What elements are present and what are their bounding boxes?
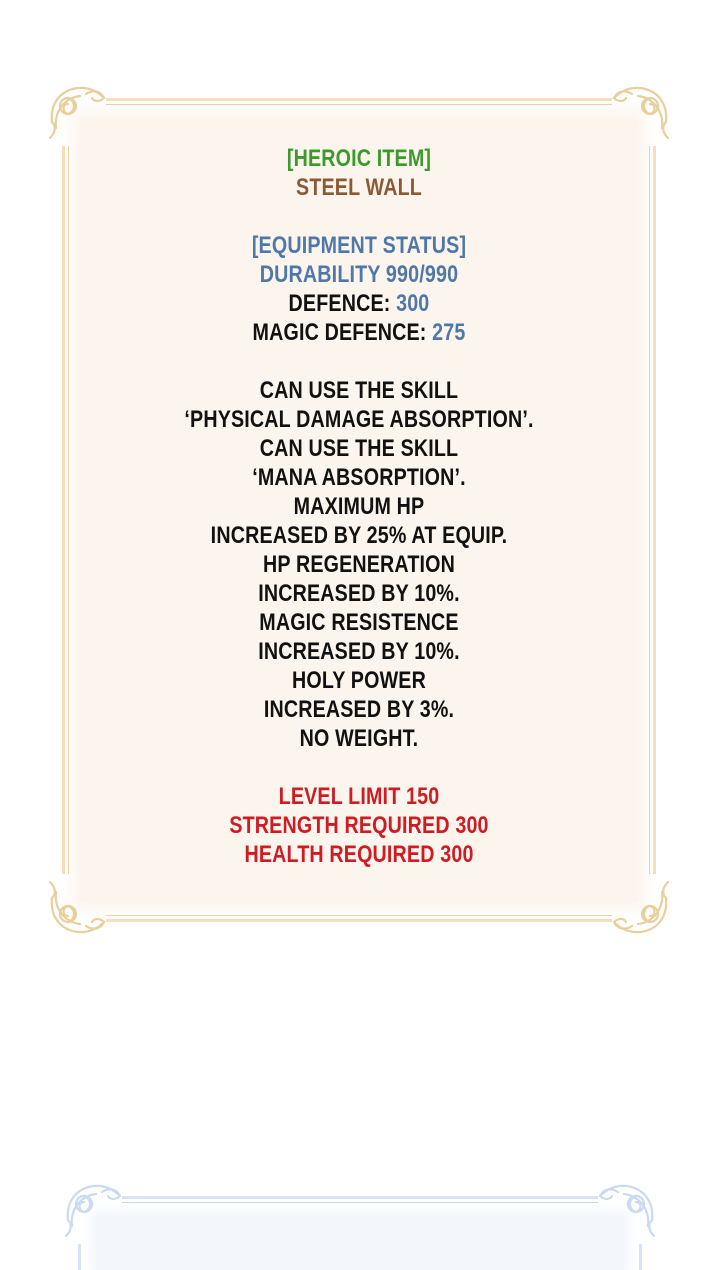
effect-line: INCREASED BY 10%. [258,638,460,665]
effect-line: CAN USE THE SKILL [259,435,459,462]
defence-stat [102,289,615,318]
equipment-status-header: [EQUIPMENT STATUS] [251,232,467,259]
next-info-panel [62,1180,658,1270]
effect-line: HP REGENERATION [262,551,455,578]
item-rarity: [HEROIC ITEM] [286,145,432,172]
ornate-scroll-icon [610,82,672,144]
effect-line: ‘MANA ABSORPTION’. [252,464,466,491]
frame-left-inner-rail [68,146,69,874]
frame-top-inner-rail [106,104,612,105]
effect-line: NO WEIGHT. [299,725,419,752]
frame-right-rail [639,1244,642,1270]
defence-value: 300 [396,290,430,317]
item-description [102,144,615,869]
ornate-scroll-icon [46,82,108,144]
frame-bottom-rail [106,919,612,922]
frame-top-inner-rail [122,1202,598,1203]
ornate-scroll-icon [46,876,108,938]
frame-left-rail [78,1244,81,1270]
frame-right-inner-rail [649,146,650,874]
durability-stat: DURABILITY 990/990 [259,261,459,288]
magic-defence-stat [102,318,615,347]
magic-defence-value: 275 [432,319,466,346]
effect-line: MAGIC RESISTENCE [259,609,459,636]
ornate-scroll-icon [610,876,672,938]
defence-label: DEFENCE: [288,290,397,317]
item-info-panel [46,82,672,938]
item-name: STEEL WALL [296,174,422,201]
frame-top-rail [106,98,612,101]
effect-line: INCREASED BY 10%. [258,580,460,607]
frame-left-rail [62,146,65,874]
requirement-health: HEALTH REQUIRED 300 [244,841,474,868]
requirement-level: LEVEL LIMIT 150 [278,783,440,810]
requirement-strength: STRENGTH REQUIRED 300 [229,812,489,839]
magic-defence-label: MAGIC DEFENCE: [252,319,433,346]
frame-top-rail [122,1196,598,1199]
frame-bottom-inner-rail [106,915,612,916]
ornate-scroll-icon [596,1180,658,1242]
effect-line: MAXIMUM HP [293,493,425,520]
effect-line: INCREASED BY 25% AT EQUIP. [210,522,508,549]
frame-right-rail [653,146,656,874]
ornate-scroll-icon [62,1180,124,1242]
effect-line: INCREASED BY 3%. [263,696,455,723]
effect-line: CAN USE THE SKILL [259,377,459,404]
effect-line: HOLY POWER [292,667,426,694]
panel-paper [96,1216,624,1270]
effect-line: ‘PHYSICAL DAMAGE ABSORPTION’. [184,406,534,433]
